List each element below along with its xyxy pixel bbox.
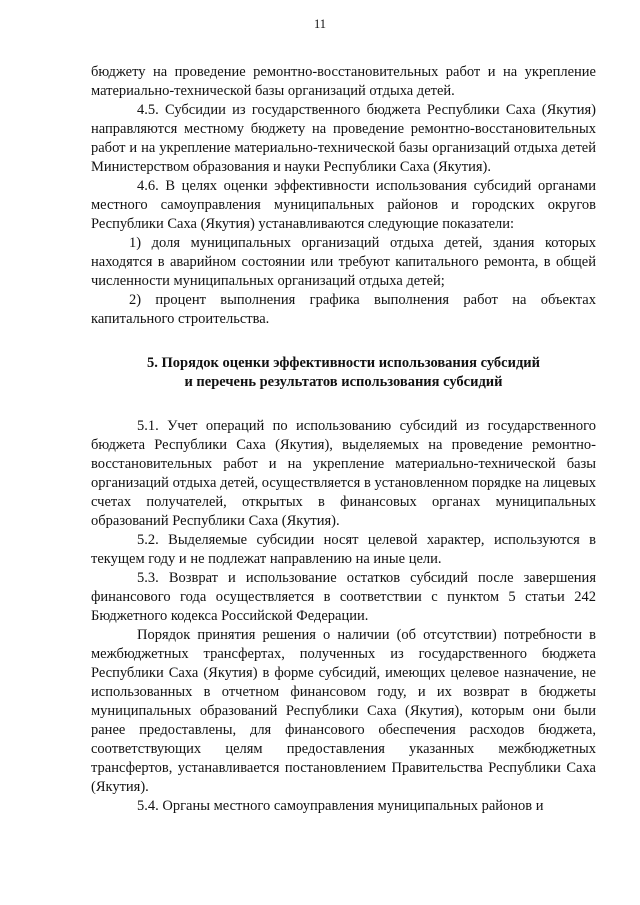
document-body <box>91 63 596 816</box>
paragraph-continuation: бюджету на проведение ремонтно-восстановительных работ и на укрепление материально-технической базы организаций отдыха детей. <box>91 64 596 99</box>
paragraph-5-3: 5.3. Возврат и использование остатков субсидий после завершения финансового года осуществляется в соответствии с пунктом 5 статьи 242 Бюджетного кодекса Российской Федерации. <box>91 570 596 624</box>
paragraph-5-2: 5.2. Выделяемые субсидии носят целевой характер, используются в текущем году и не подлежат направлению на иные цели. <box>91 532 596 567</box>
section-heading <box>91 354 596 392</box>
section-heading-line1: 5. Порядок оценки эффективности использования субсидий <box>146 355 540 371</box>
paragraph-decision-procedure: Порядок принятия решения о наличии (об отсутствии) потребности в межбюджетных трансфертах, полученных из государственного бюджета Республики Саха (Якутия) в форме субсидий, имеющих целевое назначение, не использованных в отчетном финансовом году, и их возврат в бюджеты муниципальных образований Республики Саха (Якутия), которым они были ранее предоставлены, для финансового обеспечения расходов бюджета, соответствующих целям предоставления указанных межбюджетных трансфертов, устанавливается постановлением Правительства Республики Саха (Якутия). <box>91 627 596 795</box>
list-item-2: 2) процент выполнения графика выполнения работ на объектах капитального строительства. <box>91 292 596 327</box>
page-number: 11 <box>313 17 327 31</box>
section-heading-line2: и перечень результатов использования субсидий <box>184 374 503 390</box>
list-item-1: 1) доля муниципальных организаций отдыха детей, здания которых находятся в аварийном состоянии или требуют капитального ремонта, в общей численности муниципальных организаций отдыха детей; <box>91 235 596 289</box>
paragraph-5-4: 5.4. Органы местного самоуправления муниципальных районов и <box>137 798 544 814</box>
paragraph-4-6: 4.6. В целях оценки эффективности использования субсидий органами местного самоуправления муниципальных районов и городских округов Республики Саха (Якутия) устанавливаются следующие показатели: <box>91 178 596 232</box>
paragraph-5-1: 5.1. Учет операций по использованию субсидий из государственного бюджета Республики Саха (Якутия), выделяемых на проведение ремонтно-восстановительных работ и на укрепление материально-технической базы организаций отдыха детей, осуществляется в установленном порядке на лицевых счетах получателей, открытых в финансовых органах муниципальных образований Республики Саха (Якутия). <box>91 418 596 529</box>
paragraph-4-5: 4.5. Субсидии из государственного бюджета Республики Саха (Якутия) направляются местному бюджету на проведение ремонтно-восстановительных работ и на укрепление материально-технической базы организаций отдыха детей Министерством образования и науки Республики Саха (Якутия). <box>91 102 596 175</box>
